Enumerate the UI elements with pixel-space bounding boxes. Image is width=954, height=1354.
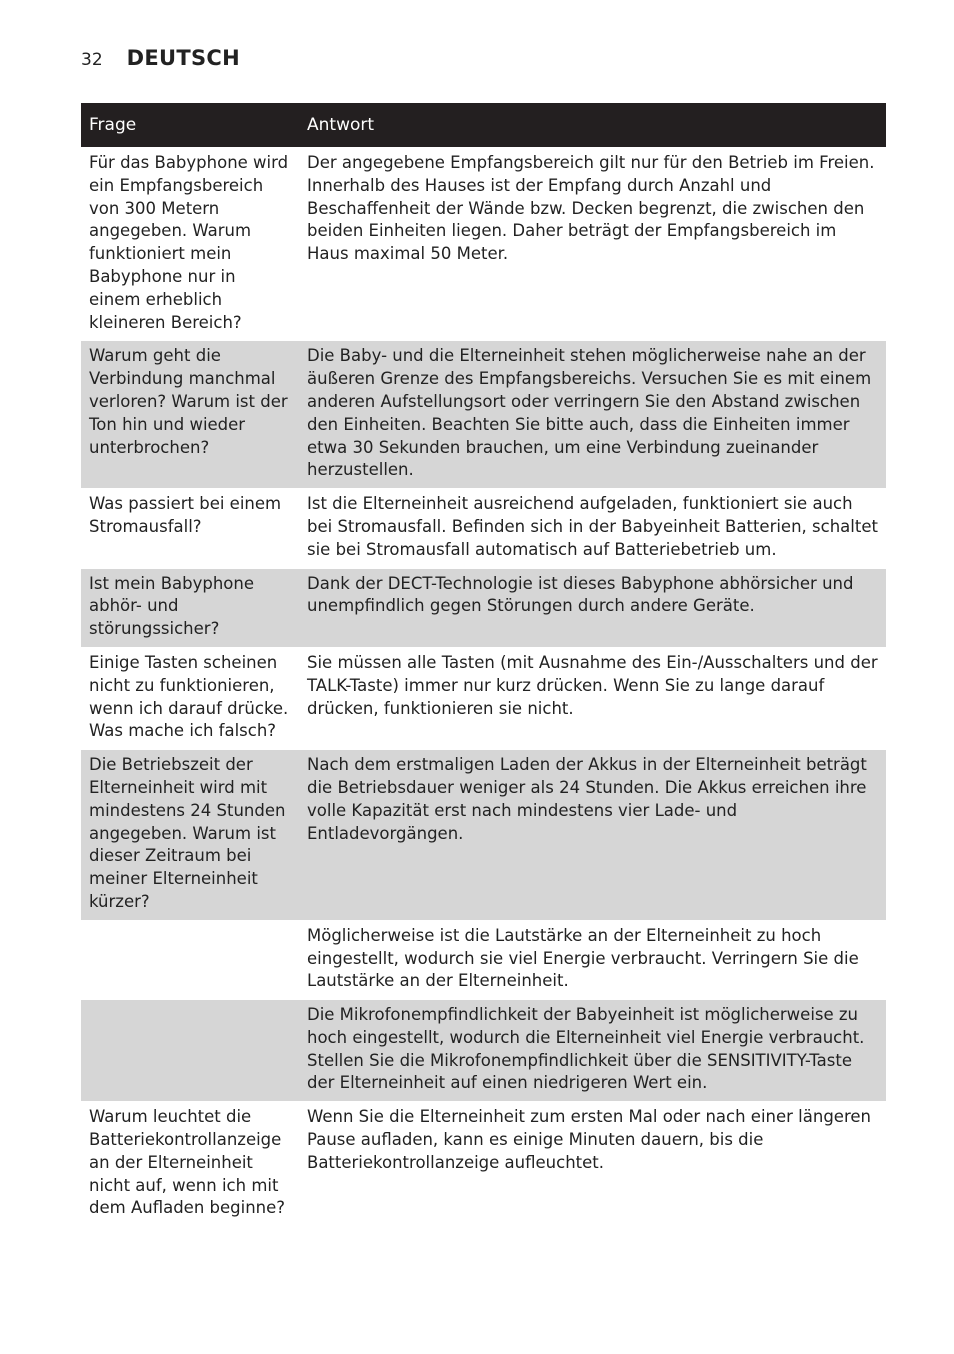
answer-cell: Die Baby- und die Elterneinheit stehen möglicherweise nahe an der äußeren Grenze des Empfangsbereichs. Versuchen Sie es mit einem anderen Aufstellungsort oder verringern Sie den Abstand zwischen den Einheiten. Beachten Sie bitte auch, dass die Einheiten immer etwa 30 Sekunden brauchen, um eine Verbindung zueinander herzustellen. (299, 341, 886, 489)
table-row (81, 148, 886, 341)
page-header (81, 46, 240, 76)
column-header-question: Frage (81, 103, 299, 148)
question-cell: Was passiert bei einem Stromausfall? (81, 489, 299, 568)
answer-cell: Dank der DECT-Technologie ist dieses Babyphone abhörsicher und unempfindlich gegen Störungen durch andere Geräte. (299, 568, 886, 647)
table-row (81, 750, 886, 921)
section-title: DEUTSCH (126, 46, 241, 70)
question-cell: Einige Tasten scheinen nicht zu funktionieren, wenn ich darauf drücke. Was mache ich falsch? (81, 647, 299, 749)
column-header-answer: Antwort (299, 103, 886, 148)
table-row (81, 647, 886, 749)
question-cell (81, 920, 299, 999)
table-row (81, 1102, 886, 1226)
table-header-row (81, 103, 886, 148)
question-cell: Warum geht die Verbindung manchmal verloren? Warum ist der Ton hin und wieder unterbrochen? (81, 341, 299, 489)
answer-cell: Sie müssen alle Tasten (mit Ausnahme des Ein-/Ausschalters und der TALK-Taste) immer nur kurz drücken. Wenn Sie zu lange darauf drücken, funktionieren sie nicht. (299, 647, 886, 749)
table-row (81, 1000, 886, 1102)
question-cell: Ist mein Babyphone abhör- und störungssicher? (81, 568, 299, 647)
answer-cell: Der angegebene Empfangsbereich gilt nur für den Betrieb im Freien. Innerhalb des Hauses ist der Empfang durch Anzahl und Beschaffenheit der Wände bzw. Decken begrenzt, die zwischen den beiden Einheiten liegen. Daher beträgt der Empfangsbereich im Haus maximal 50 Meter. (299, 148, 886, 341)
answer-cell: Möglicherweise ist die Lautstärke an der Elterneinheit zu hoch eingestellt, wodurch sie viel Energie verbraucht. Verringern Sie die Lautstärke an der Elterneinheit. (299, 920, 886, 999)
question-cell (81, 1000, 299, 1102)
question-cell: Die Betriebszeit der Elterneinheit wird mit mindestens 24 Stunden angegeben. Warum ist dieser Zeitraum bei meiner Elterneinheit kürzer? (81, 750, 299, 921)
question-cell: Für das Babyphone wird ein Empfangsbereich von 300 Metern angegeben. Warum funktioniert mein Babyphone nur in einem erheblich kleineren Bereich? (81, 148, 299, 341)
table-row (81, 341, 886, 489)
answer-cell: Nach dem erstmaligen Laden der Akkus in der Elterneinheit beträgt die Betriebsdauer weniger als 24 Stunden. Die Akkus erreichen ihre volle Kapazität erst nach mindestens vier Lade- und Entladevorgängen. (299, 750, 886, 921)
answer-cell: Die Mikrofonempfindlichkeit der Babyeinheit ist möglicherweise zu hoch eingestellt, wodurch die Elterneinheit viel Energie verbraucht. Stellen Sie die Mikrofonempfindlichkeit über die SENSITIVITY-Taste der Elterneinheit auf einen niedrigeren Wert ein. (299, 1000, 886, 1102)
answer-cell: Wenn Sie die Elterneinheit zum ersten Mal oder nach einer längeren Pause aufladen, kann es einige Minuten dauern, bis die Batteriekontrollanzeige aufleuchtet. (299, 1102, 886, 1226)
table-row (81, 920, 886, 999)
faq-table (81, 103, 886, 1226)
table-row (81, 489, 886, 568)
answer-cell: Ist die Elterneinheit ausreichend aufgeladen, funktioniert sie auch bei Stromausfall. Befinden sich in der Babyeinheit Batterien, schaltet sie bei Stromausfall automatisch auf Batteriebetrieb um. (299, 489, 886, 568)
page-number: 32 (81, 50, 103, 70)
table-row (81, 568, 886, 647)
question-cell: Warum leuchtet die Batteriekontrollanzeige an der Elterneinheit nicht auf, wenn ich mit dem Aufladen beginne? (81, 1102, 299, 1226)
